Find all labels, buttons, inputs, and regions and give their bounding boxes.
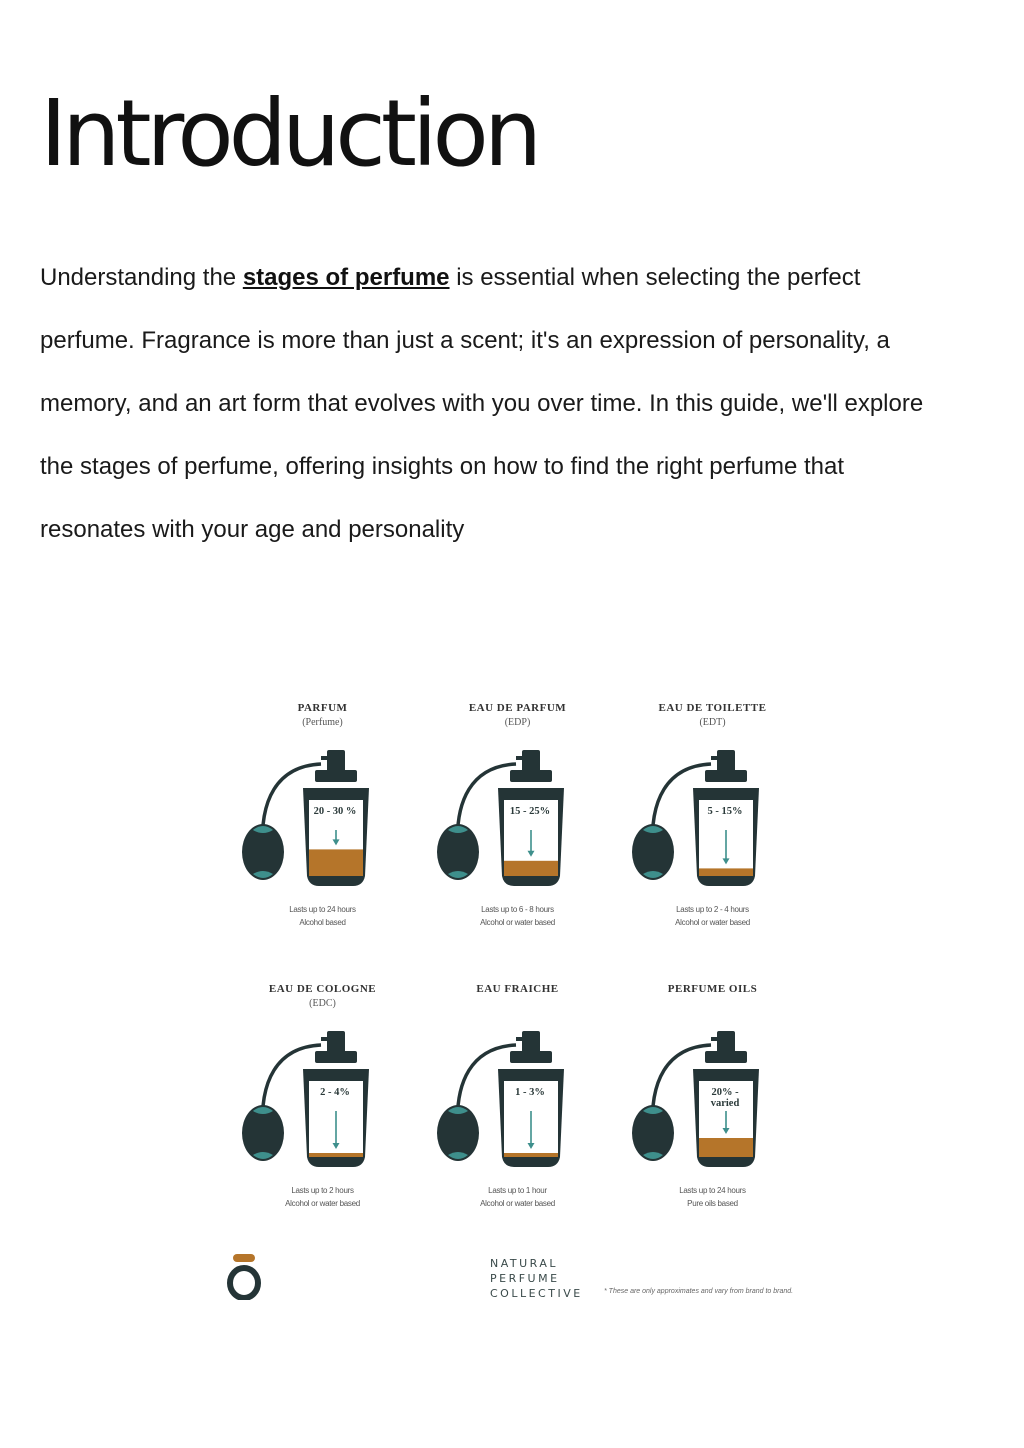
perfume-type-abbreviation: (EDT): [699, 717, 726, 728]
footnote: * These are only approximates and vary from brand to brand.: [604, 1288, 794, 1295]
stages-of-perfume-link[interactable]: stages of perfume: [242, 264, 450, 291]
intro-text-end: is essential when selecting the perfect perfume. Fragrance is more than just a scent; it's an expression of personality, a memory, and an art form that evolves with you over time. In this guide, we'll explore the stages of perfume, offering insights on how to find the right perfume that resonates with your age and personality: [40, 264, 924, 543]
perfume-types-infographic: [225, 690, 810, 1310]
brand-name: [490, 1256, 583, 1301]
perfume-type-card: [225, 690, 420, 970]
perfume-type-name: EAU FRAICHE: [476, 983, 559, 995]
perfume-type-name: EAU DE TOILETTE: [658, 702, 767, 714]
brand-line-3: COLLECTIVE: [490, 1287, 583, 1300]
perfume-type-name: EAU DE COLOGNE: [268, 983, 377, 995]
base-label: Alcohol or water based: [285, 1199, 360, 1208]
duration-label: Lasts up to 1 hour: [488, 1186, 547, 1195]
perfume-type-name: PERFUME OILS: [667, 983, 758, 995]
perfume-type-name: EAU DE PARFUM: [468, 702, 567, 714]
perfume-type-name: PARFUM: [297, 702, 348, 714]
concentration-label: 20% - varied: [710, 1087, 740, 1109]
perfume-type-card: [615, 971, 810, 1251]
concentration-label: 1 - 3%: [515, 1087, 545, 1098]
concentration-label: 20 - 30 %: [313, 806, 357, 817]
duration-label: Lasts up to 2 hours: [291, 1186, 354, 1195]
intro-paragraph: [40, 246, 940, 561]
concentration-label: 2 - 4%: [320, 1087, 350, 1098]
perfume-type-card: [225, 971, 420, 1251]
duration-label: Lasts up to 24 hours: [679, 1186, 746, 1195]
duration-label: Lasts up to 6 - 8 hours: [481, 905, 554, 914]
base-label: Alcohol or water based: [480, 1199, 555, 1208]
concentration-label: 15 - 25%: [509, 806, 551, 817]
brand-line-2: PERFUME: [490, 1272, 560, 1285]
base-label: Pure oils based: [687, 1199, 738, 1208]
perfume-type-card: [615, 690, 810, 970]
perfume-type-card: [420, 971, 615, 1251]
page-title: Introduction: [40, 80, 538, 187]
perfume-type-abbreviation: (EDP): [504, 717, 531, 728]
concentration-label: 5 - 15%: [707, 806, 743, 817]
base-label: Alcohol or water based: [480, 918, 555, 927]
brand-logo-icon: [226, 1254, 262, 1300]
base-label: Alcohol based: [299, 918, 346, 927]
perfume-type-card: [420, 690, 615, 970]
brand-line-1: NATURAL: [490, 1257, 559, 1270]
perfume-type-abbreviation: (EDC): [309, 998, 336, 1009]
duration-label: Lasts up to 2 - 4 hours: [676, 905, 749, 914]
perfume-type-abbreviation: (Perfume): [302, 717, 343, 728]
base-label: Alcohol or water based: [675, 918, 750, 927]
intro-text-start: Understanding the: [40, 264, 243, 291]
duration-label: Lasts up to 24 hours: [289, 905, 356, 914]
